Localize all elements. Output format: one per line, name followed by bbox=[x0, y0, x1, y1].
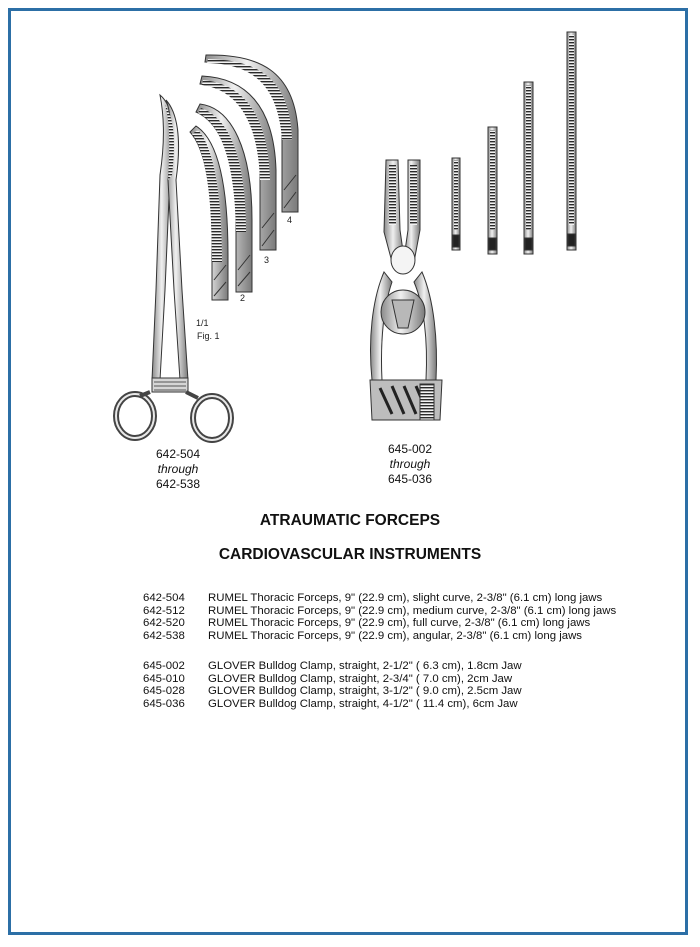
jaw-variant-1 bbox=[190, 126, 228, 300]
item-code: 645-002 bbox=[143, 660, 185, 672]
item-code: 645-010 bbox=[143, 672, 185, 685]
item-code: 642-538 bbox=[143, 629, 185, 642]
page-subtitle: CARDIOVASCULAR INSTRUMENTS bbox=[218, 546, 482, 563]
item-description: RUMEL Thoracic Forceps, 9" (22.9 cm), angular, 2-3/8" (6.1 cm) long jaws bbox=[208, 629, 582, 642]
page-title: ATRAUMATIC FORCEPS bbox=[259, 512, 441, 529]
item-description: RUMEL Thoracic Forceps, 9" (22.9 cm), medium curve, 2-3/8" (6.1 cm) long jaws bbox=[208, 604, 617, 617]
list-item bbox=[143, 660, 522, 673]
clamp-code-range bbox=[377, 442, 443, 487]
list-item bbox=[143, 617, 616, 630]
item-code: 642-504 bbox=[143, 592, 185, 604]
forceps-code-through: through bbox=[157, 462, 199, 476]
item-description: GLOVER Bulldog Clamp, straight, 4-1/2" ( 11.4 cm), 6cm Jaw bbox=[208, 697, 518, 710]
list-item bbox=[143, 685, 522, 698]
item-description: RUMEL Thoracic Forceps, 9" (22.9 cm), slight curve, 2-3/8" (6.1 cm) long jaws bbox=[208, 592, 603, 604]
clamp-jaw-variant-3 bbox=[524, 82, 533, 254]
item-code: 642-512 bbox=[143, 604, 185, 617]
list-item bbox=[143, 592, 616, 605]
clamp-code-through: through bbox=[389, 457, 431, 471]
item-description: GLOVER Bulldog Clamp, straight, 3-1/2" ( 9.0 cm), 2.5cm Jaw bbox=[208, 685, 522, 698]
clamp-jaw-variant-2 bbox=[488, 127, 497, 254]
forceps-list bbox=[143, 592, 616, 642]
forceps-code-from: 642-504 bbox=[155, 447, 201, 461]
clamp-code-from: 645-002 bbox=[387, 442, 433, 456]
list-item bbox=[143, 605, 616, 618]
list-item bbox=[143, 673, 522, 686]
fig1-scale-label: 1/1 bbox=[196, 318, 209, 328]
fig1-caption: Fig. 1 bbox=[197, 331, 220, 341]
variant-2-label: 2 bbox=[240, 293, 246, 303]
variant-3-label: 3 bbox=[264, 255, 270, 265]
forceps-code-to: 642-538 bbox=[155, 477, 201, 491]
forceps-code-range bbox=[145, 447, 211, 492]
clamp-list bbox=[143, 660, 522, 710]
item-code: 645-028 bbox=[143, 685, 185, 698]
list-item bbox=[143, 630, 616, 643]
item-code: 642-520 bbox=[143, 617, 185, 630]
item-description: GLOVER Bulldog Clamp, straight, 2-3/4" ( 7.0 cm), 2cm Jaw bbox=[208, 672, 513, 685]
clamp-jaw-variant-4 bbox=[567, 32, 576, 250]
variant-4-label: 4 bbox=[287, 215, 293, 225]
glover-bulldog-clamp-drawing bbox=[370, 160, 442, 420]
item-description: RUMEL Thoracic Forceps, 9" (22.9 cm), full curve, 2-3/8" (6.1 cm) long jaws bbox=[208, 617, 591, 630]
clamp-jaw-variant-1 bbox=[452, 158, 460, 250]
item-code: 645-036 bbox=[143, 697, 185, 710]
item-description: GLOVER Bulldog Clamp, straight, 2-1/2" ( 6.3 cm), 1.8cm Jaw bbox=[208, 660, 522, 672]
clamp-code-to: 645-036 bbox=[387, 472, 433, 486]
list-item bbox=[143, 698, 522, 711]
